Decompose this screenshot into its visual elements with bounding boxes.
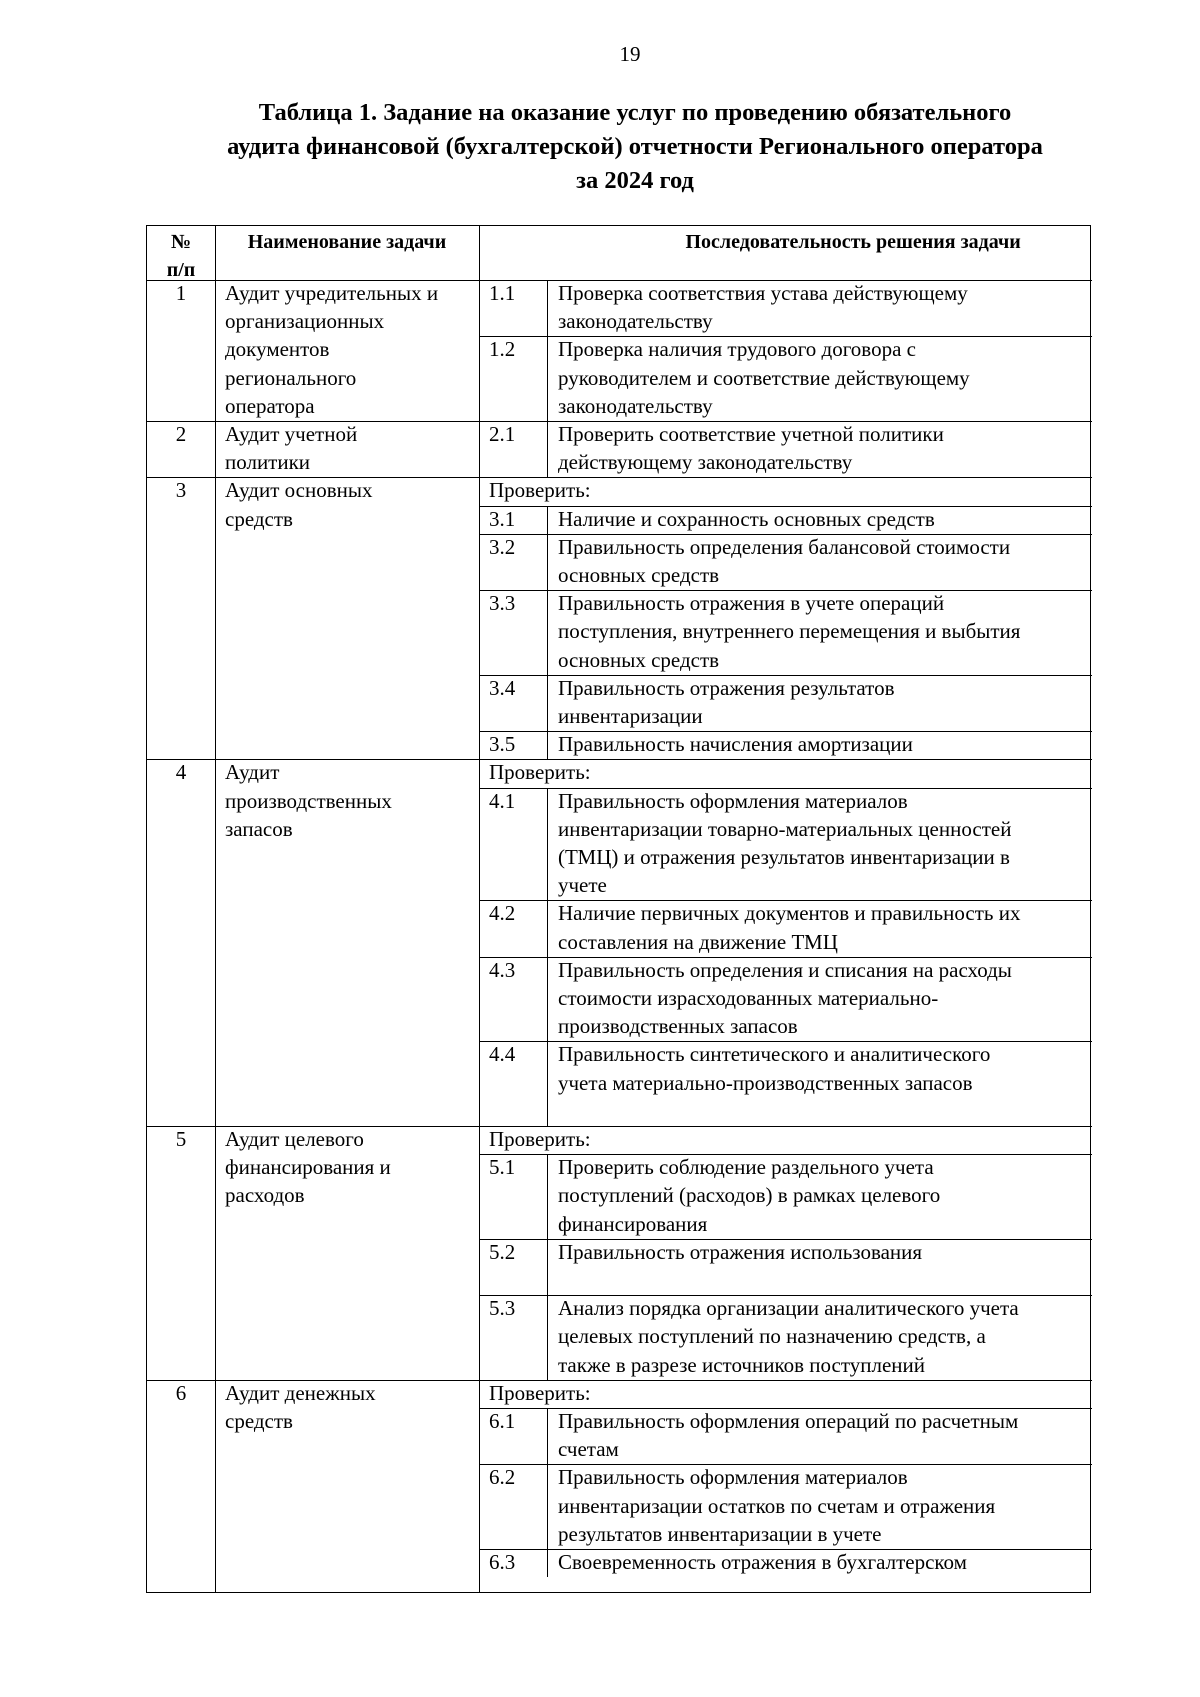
step-text: Своевременность отражения в бухгалтерском: [558, 1550, 967, 1574]
step-text: Правильность отражения результатов: [558, 675, 895, 700]
task-name: политики: [225, 450, 311, 475]
step-code: 1.2: [489, 337, 516, 362]
task-name: Аудит учетной: [225, 422, 358, 446]
header-num: №: [170, 231, 192, 253]
audit-task-table: [146, 225, 1091, 1593]
step-text: (ТМЦ) и отражения результатов инвентаризации в: [558, 845, 1010, 869]
table-rule: [547, 1154, 548, 1239]
table-rule: [547, 731, 548, 759]
check-label: Проверить:: [489, 478, 591, 503]
row-number: 1: [175, 281, 187, 305]
step-code: 4.2: [489, 901, 516, 926]
step-text: основных средств: [558, 647, 720, 672]
step-text: Правильность определения балансовой стоимости: [558, 534, 1011, 559]
step-text: производственных запасов: [558, 1014, 798, 1039]
step-text: основных средств: [558, 563, 720, 587]
step-text: Правильность синтетического и аналитического: [558, 1042, 991, 1067]
step-code: 2.1: [489, 422, 516, 446]
task-name: финансирования и: [225, 1155, 391, 1180]
table-rule: [547, 534, 548, 590]
table-rule: [547, 788, 548, 901]
title-line: Таблица 1. Задание на оказание услуг по проведению обязательного: [258, 99, 1012, 126]
step-text: Проверка наличия трудового договора с: [558, 337, 916, 362]
step-code: 4.4: [489, 1042, 516, 1067]
step-code: 6.2: [489, 1465, 516, 1490]
step-text: Проверка соответствия устава действующему: [558, 281, 968, 305]
step-text: учета материально-производственных запасов: [558, 1070, 973, 1095]
task-name: оператора: [225, 393, 315, 418]
task-name: Аудит денежных: [225, 1380, 376, 1405]
table-rule: [547, 1464, 548, 1549]
check-label: Проверить:: [489, 1380, 591, 1405]
step-text: Проверить соответствие учетной политики: [558, 422, 944, 446]
step-text: также в разрезе источников поступлений: [558, 1352, 925, 1377]
step-code: 4.3: [489, 957, 516, 982]
step-code: 6.1: [489, 1409, 516, 1433]
header-name: Наименование задачи: [247, 231, 447, 253]
step-code: 3.4: [489, 675, 516, 700]
table-rule: [147, 759, 1092, 760]
row-number: 5: [175, 1127, 187, 1151]
row-number: 6: [175, 1380, 187, 1405]
step-text: Правильность отражения в учете операций: [558, 591, 945, 616]
table-rule: [547, 1239, 548, 1295]
task-name: Аудит: [225, 760, 280, 785]
step-code: 5.1: [489, 1155, 516, 1180]
step-text: инвентаризации товарно-материальных ценностей: [558, 816, 1012, 841]
table-rule: [547, 590, 548, 675]
step-text: Наличие и сохранность основных средств: [558, 506, 935, 531]
table-rule: [215, 226, 216, 1592]
table-rule: [547, 1549, 548, 1577]
task-name: запасов: [225, 816, 293, 841]
step-text: учете: [558, 873, 607, 898]
step-text: Правильность оформления материалов: [558, 1465, 908, 1490]
table-rule: [547, 675, 548, 731]
step-text: Правильность начисления амортизации: [558, 732, 913, 757]
step-text: законодательству: [558, 309, 713, 334]
step-code: 4.1: [489, 788, 516, 813]
table-rule: [547, 900, 548, 956]
header-num: п/п: [166, 259, 196, 282]
step-code: 5.2: [489, 1239, 516, 1264]
step-text: руководителем и соответствие действующему: [558, 365, 970, 390]
page-number: 19: [619, 42, 641, 66]
header-sequence: Последовательность решения задачи: [685, 231, 1021, 253]
step-code: 1.1: [489, 281, 516, 305]
step-text: стоимости израсходованных материально-: [558, 986, 939, 1010]
step-text: Наличие первичных документов и правильность их: [558, 901, 1021, 926]
check-label: Проверить:: [489, 1127, 591, 1151]
step-text: счетам: [558, 1437, 619, 1462]
step-code: 3.3: [489, 591, 516, 616]
step-code: 3.5: [489, 732, 516, 757]
step-text: инвентаризации: [558, 704, 703, 728]
task-name: регионального: [225, 365, 357, 390]
row-number: 4: [175, 760, 187, 785]
step-text: Анализ порядка организации аналитического учета: [558, 1296, 1019, 1321]
table-rule: [547, 336, 548, 421]
step-text: Проверить соблюдение раздельного учета: [558, 1155, 934, 1180]
step-text: поступления, внутреннего перемещения и выбытия: [558, 619, 1021, 644]
step-text: составления на движение ТМЦ: [558, 929, 838, 954]
step-code: 6.3: [489, 1550, 516, 1574]
task-name: средств: [225, 506, 293, 531]
table-rule: [547, 1295, 548, 1380]
step-text: инвентаризации остатков по счетам и отражения: [558, 1493, 996, 1518]
task-name: Аудит основных: [225, 478, 373, 503]
step-text: поступлений (расходов) в рамках целевого: [558, 1183, 941, 1208]
task-name: средств: [225, 1409, 293, 1433]
table-rule: [547, 421, 548, 477]
row-number: 3: [175, 478, 187, 503]
step-text: Правильность оформления операций по расчетным: [558, 1409, 1019, 1433]
step-text: Правильность оформления материалов: [558, 788, 908, 813]
task-name: Аудит целевого: [225, 1127, 364, 1151]
step-text: действующему законодательству: [558, 450, 853, 475]
table-rule: [479, 226, 480, 1592]
table-rule: [547, 280, 548, 336]
task-name: Аудит учредительных и: [225, 281, 439, 305]
title-line: за 2024 год: [576, 167, 694, 194]
task-name: расходов: [225, 1183, 305, 1208]
task-name: организационных: [225, 309, 385, 334]
step-text: финансирования: [558, 1211, 708, 1236]
table-rule: [547, 1408, 548, 1464]
table-rule: [547, 506, 548, 534]
check-label: Проверить:: [489, 760, 591, 785]
task-name: документов: [225, 337, 330, 362]
step-text: Правильность отражения использования: [558, 1239, 923, 1264]
task-name: производственных: [225, 788, 392, 813]
title-line: аудита финансовой (бухгалтерской) отчетности Регионального оператора: [227, 133, 1043, 160]
step-code: 3.1: [489, 506, 516, 531]
step-text: целевых поступлений по назначению средств, а: [558, 1324, 986, 1349]
step-text: результатов инвентаризации в учете: [558, 1521, 882, 1546]
step-code: 5.3: [489, 1296, 516, 1321]
step-text: законодательству: [558, 393, 713, 418]
row-number: 2: [175, 422, 187, 446]
page-title: [140, 96, 1130, 198]
table-rule: [547, 1041, 548, 1126]
step-code: 3.2: [489, 534, 516, 559]
table-rule: [547, 957, 548, 1042]
step-text: Правильность определения и списания на расходы: [558, 957, 1012, 982]
